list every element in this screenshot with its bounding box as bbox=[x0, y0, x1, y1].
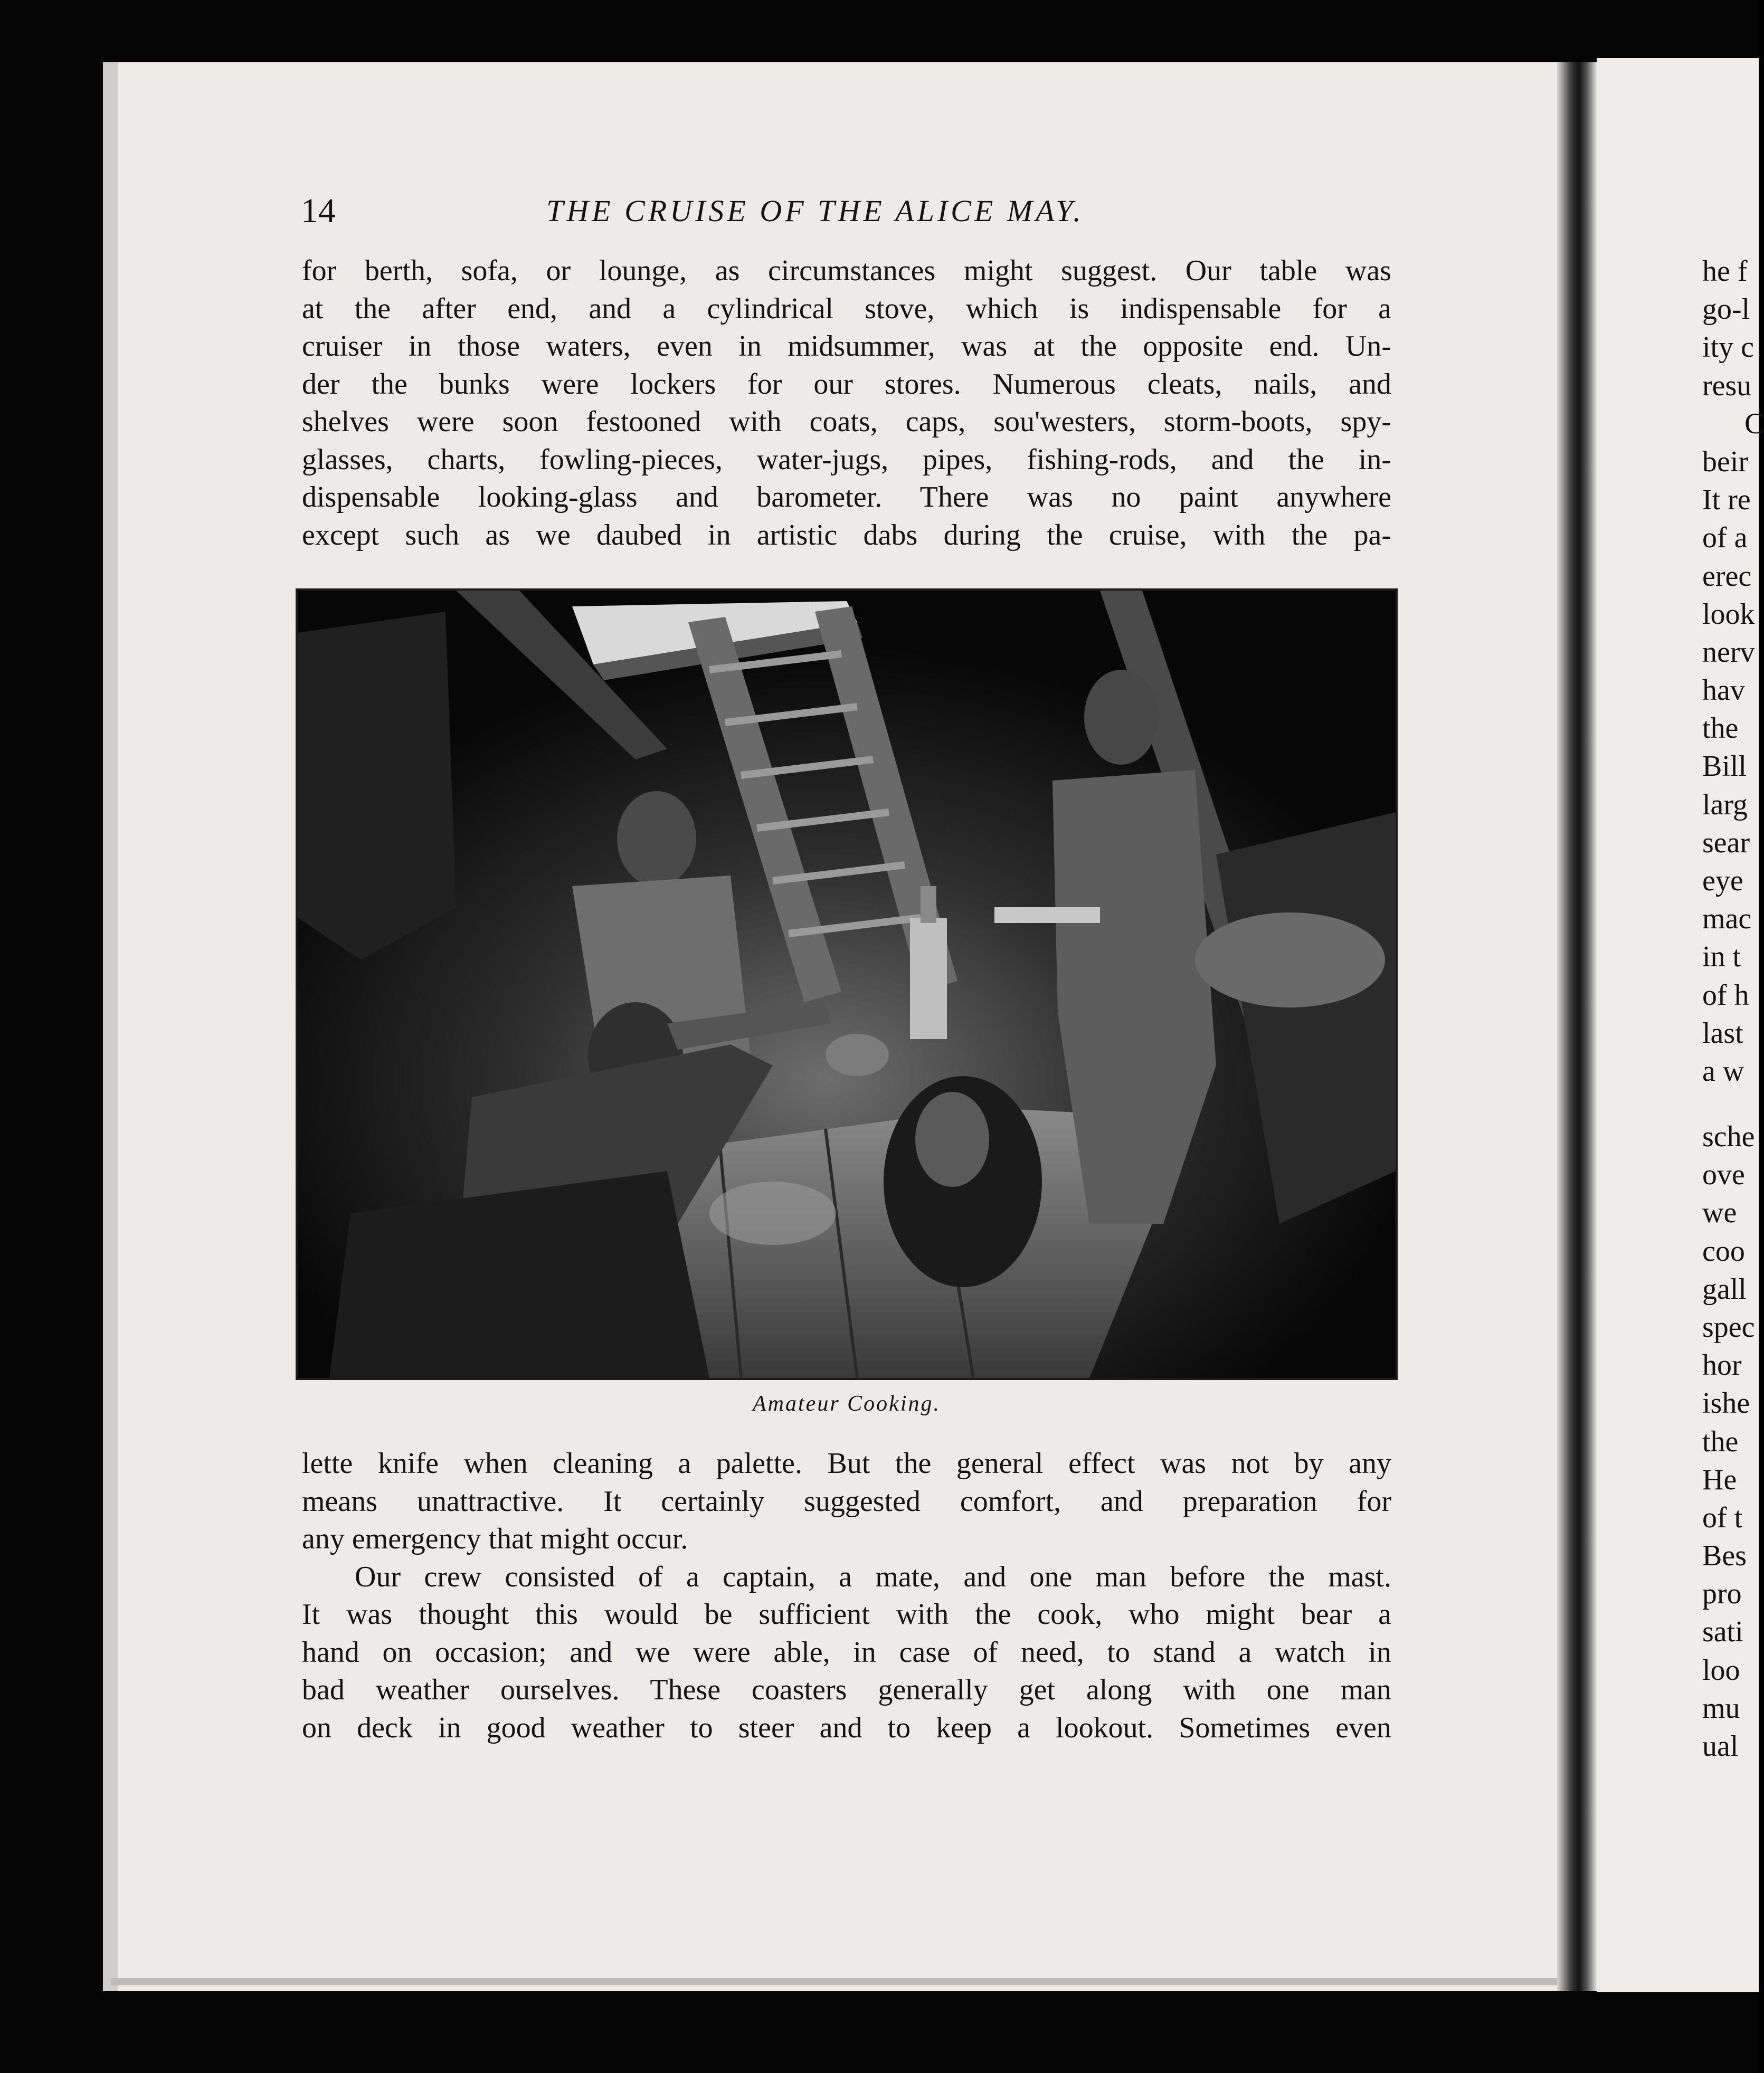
text-line: for berth, sofa, or lounge, as circumstances might suggest. Our table was bbox=[302, 254, 1391, 287]
text-line: cruiser in those waters, even in midsummer, was at the opposite end. Un- bbox=[302, 330, 1391, 363]
text-line: glasses, charts, fowling-pieces, water-jugs, pipes, fishing-rods, and the in- bbox=[302, 443, 1391, 476]
paragraph-after-figure bbox=[302, 1445, 1391, 1747]
text-fragment: ity c bbox=[1702, 331, 1754, 364]
text-fragment: sati bbox=[1702, 1615, 1743, 1649]
right-page-text-bottom bbox=[1702, 1118, 1759, 1765]
text-fragment: C bbox=[1744, 407, 1764, 440]
text-fragment: resu bbox=[1702, 369, 1752, 402]
text-line: dispensable looking-glass and barometer. There was no paint anywhere bbox=[302, 481, 1391, 514]
text-fragment: ual bbox=[1702, 1730, 1739, 1763]
text-fragment: pro bbox=[1702, 1577, 1742, 1611]
text-fragment: coo bbox=[1702, 1234, 1745, 1268]
text-fragment: a w bbox=[1702, 1054, 1744, 1088]
page-number: 14 bbox=[301, 192, 336, 230]
text-fragment: last bbox=[1702, 1016, 1743, 1050]
text-fragment: of t bbox=[1702, 1501, 1743, 1534]
text-fragment: beir bbox=[1702, 445, 1749, 478]
text-line: bad weather ourselves. These coasters generally get along with one man bbox=[302, 1673, 1391, 1706]
text-fragment: in t bbox=[1702, 940, 1741, 974]
running-title: THE CRUISE OF THE ALICE MAY. bbox=[546, 194, 1084, 228]
text-line: on deck in good weather to steer and to keep a lookout. Sometimes even bbox=[302, 1711, 1391, 1744]
book-gutter bbox=[1557, 62, 1597, 1991]
text-line: any emergency that might occur. bbox=[302, 1523, 688, 1555]
text-line: lette knife when cleaning a palette. But the general effect was not by any bbox=[302, 1447, 1391, 1480]
text-fragment: look bbox=[1702, 597, 1755, 631]
text-fragment: ove bbox=[1702, 1158, 1745, 1192]
text-line: means unattractive. It certainly suggested comfort, and preparation for bbox=[302, 1485, 1391, 1518]
text-line: der the bunks were lockers for our stores. Numerous cleats, nails, and bbox=[302, 367, 1391, 401]
text-line: It was thought this would be sufficient with the cook, who might bear a bbox=[302, 1598, 1391, 1631]
text-fragment: ishe bbox=[1702, 1387, 1750, 1420]
text-fragment: larg bbox=[1702, 788, 1748, 821]
text-fragment: the bbox=[1702, 712, 1739, 745]
cabin-illustration bbox=[296, 588, 1398, 1380]
text-line: hand on occasion; and we were able, in case of need, to stand a watch in bbox=[302, 1635, 1391, 1669]
text-fragment: eye bbox=[1702, 864, 1743, 897]
text-fragment: hor bbox=[1702, 1349, 1742, 1382]
right-page-text-top bbox=[1702, 252, 1764, 1090]
text-fragment: hav bbox=[1702, 674, 1745, 707]
figure-caption: Amateur Cooking. bbox=[753, 1392, 941, 1416]
text-fragment: sear bbox=[1702, 826, 1750, 859]
paragraph-before-figure bbox=[302, 252, 1391, 554]
text-fragment: go-l bbox=[1702, 293, 1750, 326]
text-fragment: mu bbox=[1702, 1691, 1740, 1725]
text-fragment: Bill bbox=[1702, 750, 1747, 783]
text-fragment: the bbox=[1702, 1425, 1739, 1458]
text-fragment: nerv bbox=[1702, 635, 1755, 669]
text-line: Our crew consisted of a captain, a mate, and one man before the mast. bbox=[355, 1560, 1391, 1593]
text-fragment: Bes bbox=[1702, 1539, 1747, 1573]
text-line: at the after end, and a cylindrical stove, which is indispensable for a bbox=[302, 292, 1391, 325]
page-bottom-edge bbox=[111, 1978, 1568, 1985]
text-fragment: gall bbox=[1702, 1272, 1747, 1306]
text-fragment: sche bbox=[1702, 1120, 1755, 1153]
text-line: shelves were soon festooned with coats, caps, sou'westers, storm-boots, spy- bbox=[302, 405, 1391, 438]
text-line: except such as we daubed in artistic dabs during the cruise, with the pa- bbox=[302, 518, 1391, 551]
text-fragment: It re bbox=[1702, 483, 1751, 517]
text-fragment: of h bbox=[1702, 978, 1749, 1012]
text-fragment: we bbox=[1702, 1196, 1737, 1230]
text-fragment: he f bbox=[1702, 255, 1748, 288]
text-fragment: He bbox=[1702, 1463, 1737, 1496]
text-fragment: erec bbox=[1702, 559, 1752, 593]
text-fragment: of a bbox=[1702, 521, 1748, 555]
text-fragment: spec bbox=[1702, 1310, 1755, 1344]
text-fragment: mac bbox=[1702, 902, 1752, 936]
page-edge bbox=[103, 62, 118, 1991]
text-fragment: loo bbox=[1702, 1653, 1740, 1687]
